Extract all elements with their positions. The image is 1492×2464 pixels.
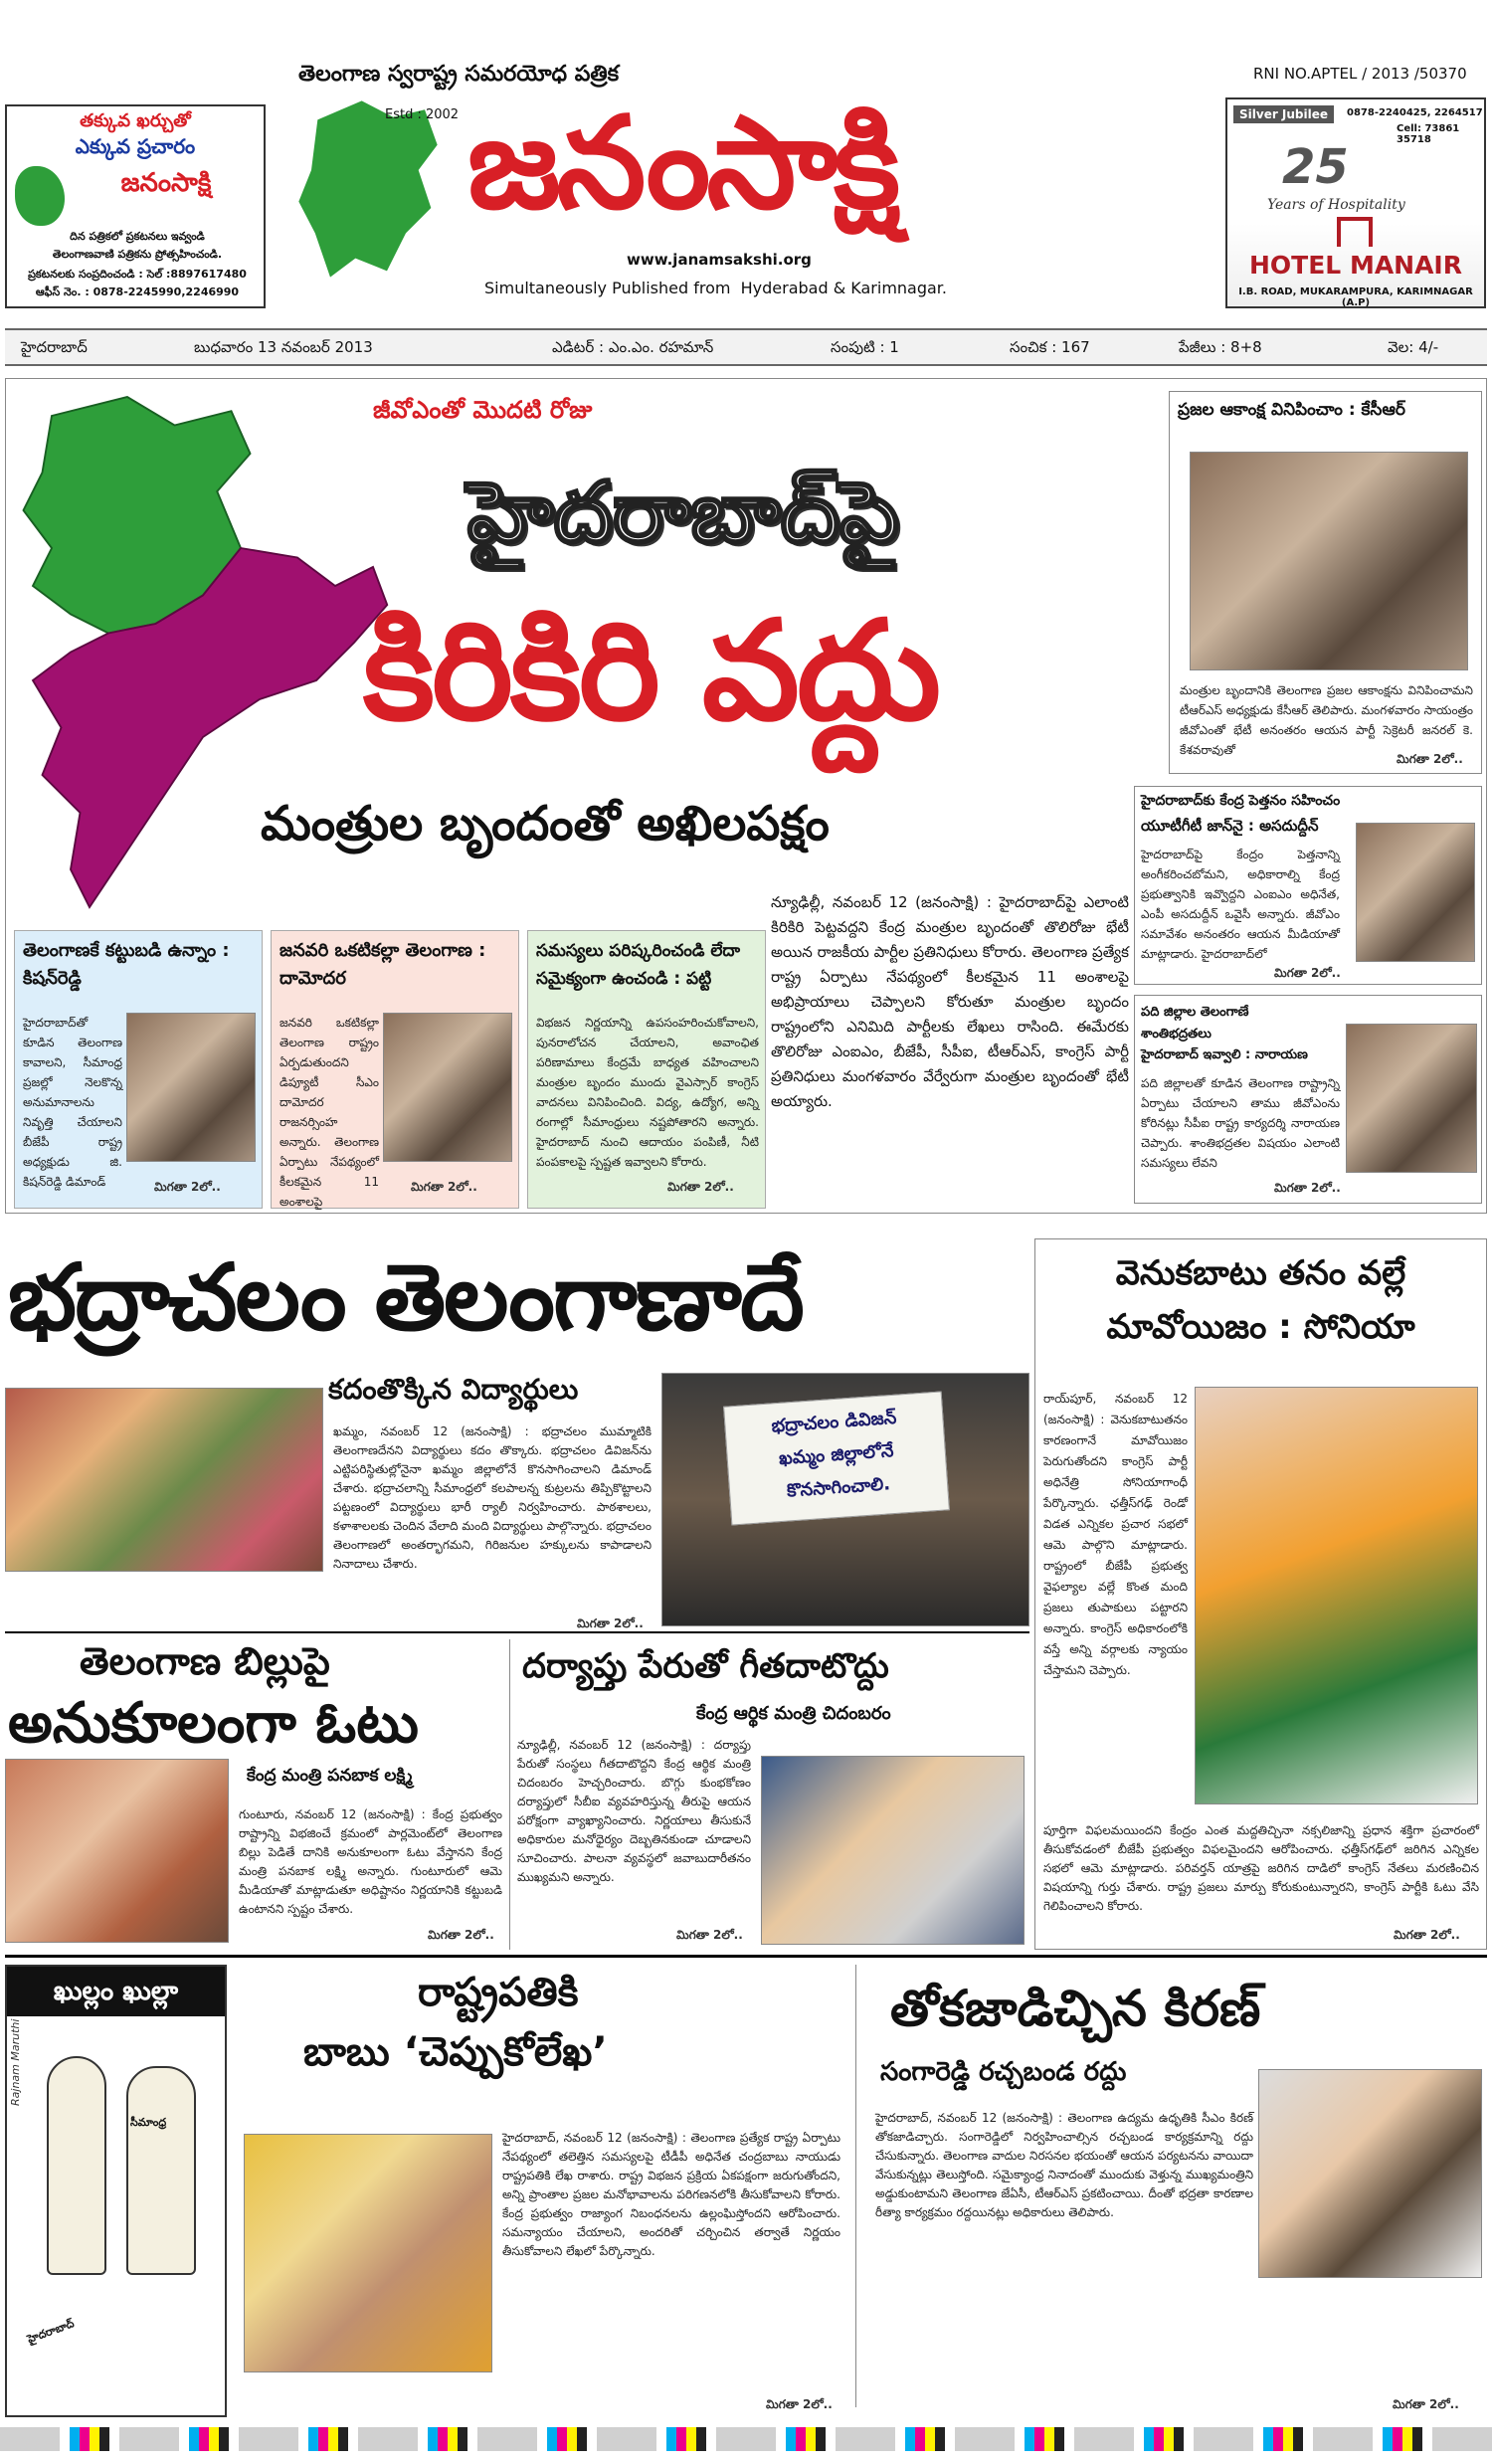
masthead-published: Simultaneously Published from Hyderabad & Karimnagar. bbox=[484, 279, 947, 297]
owaisi-box bbox=[1134, 786, 1482, 985]
right-ad-address: I.B. ROAD, MUKARAMPURA, KARIMNAGAR (A.P) bbox=[1238, 286, 1473, 308]
small-box-kishan-photo bbox=[126, 1013, 256, 1162]
masthead-website: www.janamsakshi.org bbox=[627, 251, 812, 269]
masthead bbox=[0, 0, 1492, 318]
kcr-photo bbox=[1190, 452, 1468, 670]
kcr-caption: మంత్రుల బృందానికి తెలంగాణ ప్రజల ఆకాంక్షను వినిపించామని టీఆర్‌ఎస్ అధ్యక్షుడు కేసీఆర్ తెలిపారు. మంగళవారం సాయంత్రం జీవోఎంతో భేటీ అనంతరం ఆయన పార్టీ సెక్రెటరీ జనరల్ కె. కేశవరావుతో bbox=[1180, 683, 1473, 757]
left-ad bbox=[5, 104, 266, 308]
owaisi-body: హైదరాబాద్‌పై కేంద్రం పెత్తనాన్ని అంగీకరించబోమని, అధికారాల్ని కేంద్ర ప్రభుత్వానికి ఇవ్వొద్దని ఎంఐఎం అధినేత, ఎంపీ అసదుద్దీన్ ఒవైసీ అన్నారు. జీవోఎం సమావేశం అనంతరం ఆయన మీడియాతో మాట్లాడారు. హైదరాబాద్‌లో bbox=[1141, 848, 1340, 961]
vertical-divider bbox=[509, 1639, 510, 1950]
kcr-head: ప్రజల ఆకాంక్ష వినిపించాం : కేసీఆర్ bbox=[1178, 400, 1406, 420]
bhadrachalam-crowd-photo bbox=[5, 1388, 323, 1572]
bhadrachalam-subhead: కదంతొక్కిన విద్యార్థులు bbox=[328, 1373, 579, 1406]
cpi-head: పది జిల్లాల తెలంగాణే శాంతిభద్రతలు bbox=[1141, 1005, 1249, 1042]
sonia-body-wide: పూర్తిగా విఫలమయిందని కేంద్రం ఎంత మద్దతిచ్చినా నక్సలిజాన్ని ప్రధాన శక్తిగా ప్రచారంలో తీసుకోవడంలో బీజేపీ ప్రభుత్వం విఫలమైందని ఆరోపించారు. ఛత్తీస్‌గఢ్‌లో జరిగిన ఎన్నికల సభలో ఆమె మాట్లాడారు. పరివర్తన్ యాత్రపై జరిగిన దాడిలో కాంగ్రెస్ నేతలు మరణించిన విషయాన్ని గుర్తు చేశారు. రాష్ట్ర ప్రజలు మార్పు కోరుకుంటున్నారని, కాంగ్రెస్ పార్టీకి ఓటు వేసి గెలిపించాలని కోరారు. bbox=[1043, 1823, 1479, 1913]
sonia-body-narrow: రాయ్‌పూర్, నవంబర్ 12 (జనంసాక్షి) : వెనుకబాటుతనం కారణంగానే మావోయిజం పెరుగుతోందని కాంగ్రెస్ పార్టీ అధినేత్రి సోనియాగాంధీ పేర్కొన్నారు. ఛత్తీస్‌గఢ్ రెండో విడత ఎన్నికల ప్రచార సభలో ఆమె పాల్గొని మాట్లాడారు. రాష్ట్రంలో బీజేపీ ప్రభుత్వ వైఫల్యాల వల్లే కొంత మంది ప్రజలు తుపాకులు పట్టారని అన్నారు. కాంగ్రెస్ అధికారంలోకి వస్తే అన్ని వర్గాలకు న్యాయం చేస్తామని చెప్పారు. bbox=[1043, 1392, 1188, 1677]
kiran-photo bbox=[1258, 2069, 1482, 2278]
small-box-kishan-body: హైదరాబాద్‌తో కూడిన తెలంగాణ కావాలని, సీమాంధ్ర ప్రజల్లో నెలకొన్న అనుమానాలను నివృత్తి చేయాలని బీజేపీ రాష్ట్ర అధ్యక్షుడు జి. కిషన్‌రెడ్డి డిమాండ్ bbox=[23, 1016, 122, 1189]
sonia-photo bbox=[1195, 1387, 1478, 1804]
kiran-sub: సంగారెడ్డి రచ్చబండ రద్దు bbox=[880, 2057, 1127, 2087]
bill-body: గుంటూరు, నవంబర్ 12 (జనంసాక్షి) : కేంద్ర ప్రభుత్వం రాష్ట్రాన్ని విభజించే క్రమంలో పార్లమెంట్‌లో తెలంగాణ బిల్లు పెడితే దానికి అనుకూలంగా ఓటు వేస్తానని కేంద్ర మంత్రి పనబాక లక్ష్మి అన్నారు. గుంటూరులో ఆమె మీడియాతో మాట్లాడుతూ అధిష్టానం నిర్ణయానికి కట్టుబడి ఉంటానని స్పష్టం చేశారు. bbox=[239, 1807, 502, 1916]
placard-line2: ఖమ్మం జిల్లాలోనే bbox=[778, 1440, 895, 1470]
bhadrachalam-headline: భద్రాచలం తెలంగాణాదే bbox=[8, 1244, 803, 1351]
sonia-box bbox=[1034, 1238, 1487, 1950]
babu-photo bbox=[244, 2134, 492, 2372]
owaisi-kicker: హైదరాబాద్‌కు కేంద్ర పెత్తనం సహించం bbox=[1141, 793, 1341, 809]
chidambaram-head: దర్యాప్తు పేరుతో గీతదాటొద్దు bbox=[522, 1646, 889, 1686]
cartoon-artist: Rajnam Maruthi bbox=[9, 2018, 22, 2106]
left-ad-line3: దిన పత్రికలో ప్రకటనలు ఇవ్వండి bbox=[70, 230, 205, 243]
dateline-pages: పేజీలు : 8+8 bbox=[1179, 338, 1262, 356]
cartoon-box bbox=[5, 1965, 227, 2417]
telangana-map-icon bbox=[288, 95, 448, 284]
sonia-head-2: మావోయిజం : సోనియా bbox=[1106, 1307, 1415, 1347]
babu-more: మిగతా 2లో.. bbox=[766, 2397, 833, 2411]
right-ad-phone1: 0878-2240425, 2264517 bbox=[1347, 107, 1483, 118]
lead-headline-1: హైదరాబాద్‌పై bbox=[467, 464, 899, 561]
small-box-patti-body: విభజన నిర్ణయాన్ని ఉపసంహరించుకోవాలని, పునరాలోచన చేయాలని, అవాంఛిత పరిణామాలు కేంద్రమే బాధ్యత వహించాలని మంత్రుల బృందం ముందు వైఎస్సార్ కాంగ్రెస్ వాదనలు వినిపించింది. విద్య, ఉద్యోగ, అన్ని రంగాల్లో సీమాంధ్రులు నష్టపోతారని అన్నారు. హైదరాబాద్ నుంచి ఆదాయం పంపిణీ, నీటి పంపకాలపై స్పష్టత ఇవ్వాలని కోరారు. bbox=[536, 1016, 759, 1169]
left-ad-line2: ఎక్కువ ప్రచారం bbox=[75, 134, 196, 158]
cartoon-label-1: సీమాంధ్ర bbox=[130, 2116, 167, 2129]
dateline-price: వెల: 4/- bbox=[1388, 338, 1439, 356]
small-box-damodara bbox=[271, 930, 519, 1209]
lower-divider bbox=[5, 1955, 1487, 1958]
owaisi-photo bbox=[1356, 823, 1475, 962]
small-box-patti-more: మిగతా 2లో.. bbox=[667, 1180, 734, 1194]
bhadrachalam-placard-photo bbox=[661, 1373, 1029, 1626]
hotel-manair-logo bbox=[1337, 217, 1373, 247]
lead-headline-2: కిరికిరి వద్దు bbox=[363, 591, 939, 751]
right-ad-years-text: Years of Hospitality bbox=[1267, 197, 1405, 213]
small-box-patti bbox=[527, 930, 766, 1209]
cpi-body: పది జిల్లాలతో కూడిన తెలంగాణ రాష్ట్రాన్ని ఏర్పాటు చేయాలని తాము జీవోఎంను కోరినట్లు సీపీఐ రాష్ట్ర కార్యదర్శి నారాయణ చెప్పారు. శాంతిభద్రతల విషయం ఎలాంటి సమస్యలు లేవని bbox=[1141, 1076, 1340, 1170]
section-divider bbox=[5, 1631, 1029, 1633]
bill-head-1: తెలంగాణ బిల్లుపై bbox=[80, 1639, 330, 1683]
owaisi-head: యూటీగీటీ జాన్‌నై : అసదుద్దీన్ bbox=[1141, 817, 1319, 835]
left-ad-brand: జనంసాక్షి bbox=[120, 168, 212, 198]
bill-head-2: అనుకూలంగా ఓటు bbox=[8, 1691, 419, 1756]
left-ad-office: ఆఫీస్ నెం. : 0878-2245990,2246990 bbox=[35, 285, 240, 298]
masthead-title: జనంసాక్షి bbox=[467, 90, 897, 238]
left-ad-line4: తెలంగాణవాణి పత్రికను ప్రోత్సహించండి. bbox=[52, 248, 223, 261]
placard-line1: భద్రాచలం డివిజన్ bbox=[770, 1407, 898, 1437]
masthead-estd: Estd : 2002 bbox=[385, 107, 460, 122]
dateline-date: బుధవారం 13 నవంబర్ 2013 bbox=[194, 338, 373, 356]
chidambaram-sub: కేంద్ర ఆర్థిక మంత్రి చిదంబరం bbox=[696, 1703, 891, 1724]
chidambaram-body: న్యూఢిల్లీ, నవంబర్ 12 (జనంసాక్షి) : దర్యాప్తు పేరుతో సంస్థలు గీతదాటొద్దని కేంద్ర ఆర్థిక మంత్రి చిదంబరం హెచ్చరించారు. బొగ్గు కుంభకోణం దర్యాప్తులో సీబీఐ వ్యవహరిస్తున్న తీరుపై ఆయన పరోక్షంగా వ్యాఖ్యానించారు. నిర్ణయాలు తీసుకునే అధికారుల మనోధైర్యం దెబ్బతినకుండా చూడాలని సూచించారు. పాలనా వ్యవస్థలో జవాబుదారీతనం ముఖ్యమని అన్నారు. bbox=[517, 1738, 751, 1884]
kcr-more: మిగతా 2లో.. bbox=[1397, 752, 1463, 766]
lead-body: న్యూఢిల్లీ, నవంబర్ 12 (జనంసాక్షి) : హైదరాబాద్‌పై ఎలాంటి కిరికిరి పెట్టవద్దని కేంద్ర మంత్రుల బృందంతో తొలిరోజు భేటీ అయిన రాజకీయ పార్టీల ప్రతినిధులు కోరారు. తెలంగాణ ప్రత్యేక రాష్ట్ర ఏర్పాటు నేపథ్యంలో కీలకమైన 11 అంశాలపై అభిప్రాయాలు చెప్పాలని కోరుతూ మంత్రుల బృందం రాష్ట్రంలోని ఎనిమిది పార్టీలకు లేఖలు రాసింది. ఈమేరకు తొలిరోజు ఎంఐఎం, బీజేపీ, సీపీఐ, టీఆర్‌ఎస్, కాంగ్రెస్ పార్టీ ప్రతినిధులు మంగళవారం వేర్వేరుగా మంత్రుల బృందంతో భేటీ అయ్యారు. bbox=[771, 893, 1129, 1110]
small-box-damodara-photo bbox=[383, 1013, 512, 1162]
small-box-kishan-head: తెలంగాణకే కట్టుబడి ఉన్నాం : కిషన్‌రెడ్డి bbox=[23, 940, 230, 989]
small-box-damodara-head: జనవరి ఒకటికల్లా తెలంగాణ : దామోదర bbox=[280, 940, 486, 989]
cartoon-title: ఖుల్లం ఖుల్లా bbox=[7, 1967, 225, 2016]
owaisi-more: మిగతా 2లో.. bbox=[1274, 966, 1341, 980]
cartoon-figure-2 bbox=[126, 2066, 196, 2275]
chidambaram-more: మిగతా 2లో.. bbox=[676, 1928, 743, 1942]
right-ad-badge: Silver Jubilee bbox=[1233, 105, 1334, 123]
small-box-damodara-more: మిగతా 2లో.. bbox=[411, 1180, 477, 1194]
bottom-vertical-divider bbox=[855, 1965, 856, 2407]
cpi-sub: హైదరాబాద్ ఇవ్వాలి : నారాయణ bbox=[1141, 1047, 1308, 1062]
cartoon-figure-1 bbox=[47, 2056, 106, 2275]
kcr-box bbox=[1169, 391, 1482, 774]
right-ad bbox=[1225, 97, 1486, 308]
right-ad-phone2: Cell: 73861 35718 bbox=[1397, 123, 1460, 145]
cpi-photo bbox=[1346, 1024, 1477, 1173]
left-ad-map-icon bbox=[15, 166, 65, 226]
left-ad-line1: తక్కువ ఖర్చుతో bbox=[80, 110, 191, 131]
panabaka-photo bbox=[5, 1759, 229, 1943]
bill-more: మిగతా 2లో.. bbox=[428, 1928, 494, 1942]
babu-body: హైదరాబాద్, నవంబర్ 12 (జనంసాక్షి) : తెలంగాణ ప్రత్యేక రాష్ట్ర ఏర్పాటు నేపథ్యంలో తలెత్తిన సమస్యలపై టీడీపీ అధినేత చంద్రబాబు నాయుడు రాష్ట్రపతికి లేఖ రాశారు. రాష్ట్ర విభజన ప్రక్రియ ఏకపక్షంగా జరుగుతోందని, అన్ని ప్రాంతాల ప్రజల మనోభావాలను పరిగణనలోకి తీసుకోవాలని కోరారు. కేంద్ర ప్రభుత్వం రాజ్యాంగ నిబంధనలను ఉల్లంఘిస్తోందని ఆరోపించారు. సమన్యాయం చేయాలని, అందరితో చర్చించిన తర్వాతే నిర్ణయం తీసుకోవాలని లేఖలో పేర్కొన్నారు. bbox=[502, 2131, 840, 2258]
dateline-editor: ఎడిటర్ : ఎం.ఎం. రహమాన్ bbox=[552, 338, 714, 356]
placard-line3: కొనసాగించాలి. bbox=[786, 1473, 891, 1502]
kiran-more: మిగతా 2లో.. bbox=[1393, 2397, 1459, 2411]
right-ad-hotel: HOTEL MANAIR bbox=[1249, 251, 1462, 280]
babu-head-1: రాష్ట్రపతికి bbox=[418, 1970, 579, 2015]
bill-sub: కేంద్ర మంత్రి పనబాక లక్ష్మి bbox=[247, 1766, 413, 1786]
lead-subhead: మంత్రుల బృందంతో అఖిలపక్షం bbox=[261, 796, 830, 852]
placard bbox=[723, 1391, 950, 1525]
right-ad-years: 25 bbox=[1282, 139, 1349, 195]
small-box-damodara-body: జనవరి ఒకటికల్లా తెలంగాణ రాష్ట్రం ఏర్పడుతుందని డిప్యూటీ సీఎం దామోదర రాజనర్సింహ అన్నారు. తెలంగాణ ఏర్పాటు నేపథ్యంలో కీలకమైన 11 అంశాలపై bbox=[280, 1016, 379, 1209]
small-box-kishan-more: మిగతా 2లో.. bbox=[154, 1180, 221, 1194]
bhadrachalam-more: మిగతా 2లో.. bbox=[577, 1616, 644, 1630]
masthead-tagline: తెలంగాణ స్వరాష్ట్ర సమరయోధ పత్రిక bbox=[298, 62, 620, 87]
registration-strip bbox=[0, 2427, 1492, 2451]
chidambaram-photo bbox=[761, 1756, 1025, 1945]
lead-kicker: జీవోఎంతో మొదటి రోజు bbox=[373, 396, 593, 424]
babu-head-2: బాబు ‘చెప్పుకోలేఖ’ bbox=[303, 2029, 608, 2075]
kiran-head: తోకజాడిచ్చిన కిరణ్ bbox=[890, 1980, 1261, 2037]
small-box-patti-head: సమస్యలు పరిష్కరించండి లేదా సమైక్యంగా ఉంచండి : పట్టి bbox=[536, 941, 741, 989]
masthead-rni: RNI NO.APTEL / 2013 /50370 bbox=[1253, 65, 1467, 83]
sonia-more: మిగతా 2లో.. bbox=[1394, 1928, 1460, 1942]
kiran-body: హైదరాబాద్, నవంబర్ 12 (జనంసాక్షి) : తెలంగాణ ఉద్యమ ఉధృతికి సీఎం కిరణ్ తోకజాడిచ్చారు. సంగారెడ్డిలో నిర్వహించాల్సిన రచ్చబండ కార్యక్రమాన్ని రద్దు చేసుకున్నారు. తెలంగాణ వాదుల నిరసనల భయంతో ఆయన పర్యటనను వాయిదా వేసుకున్నట్లు తెలుస్తోంది. సమైక్యాంధ్ర నినాదంతో ముందుకు వెళ్తున్న ముఖ్యమంత్రిని అడ్డుకుంటామని తెలంగాణ జేఏసీ, టీఆర్‌ఎస్ ప్రకటించాయి. దీంతో భద్రతా కారణాల రీత్యా కార్యక్రమం రద్దయినట్లు అధికారులు తెలిపారు. bbox=[875, 2111, 1253, 2219]
cpi-more: మిగతా 2లో.. bbox=[1274, 1181, 1341, 1195]
cartoon-label-2: హైదరాబాద్ bbox=[25, 2317, 77, 2347]
cpi-box bbox=[1134, 995, 1482, 1204]
dateline-volume: సంపుటి : 1 bbox=[831, 338, 899, 356]
dateline-issue: సంచిక : 167 bbox=[1010, 338, 1090, 356]
left-ad-contact: ప్రకటనలకు సంప్రదించండి : సెల్ :8897617480 bbox=[28, 268, 247, 281]
dateline-city: హైదరాబాద్ bbox=[21, 338, 88, 356]
small-box-kishan bbox=[14, 930, 263, 1209]
bhadrachalam-body: ఖమ్మం, నవంబర్ 12 (జనంసాక్షి) : భద్రాచలం ముమ్మాటికి తెలంగాణదేనని విద్యార్థులు కదం తొక్కారు. భద్రాచలం డివిజన్‌ను ఎట్టిపరిస్థితుల్లోనైనా ఖమ్మం జిల్లాలోనే కొనసాగించాలని డిమాండ్ చేశారు. భద్రాచలాన్ని సీమాంధ్రలో కలపాలన్న కుట్రలను తిప్పికొట్టాలని పట్టణంలో విద్యార్థులు భారీ ర్యాలీ నిర్వహించారు. పాఠశాలలు, కళాశాలలకు చెందిన వేలాది మంది విద్యార్థులు పాల్గొన్నారు. భద్రాచలం తెలంగాణలో అంతర్భాగమని, గిరిజనుల హక్కులను కాపాడాలని నినాదాలు చేశారు. bbox=[333, 1424, 652, 1571]
dateline-bar bbox=[5, 328, 1487, 366]
sonia-head-1: వెనుకబాటు తనం వల్లే bbox=[1115, 1253, 1406, 1293]
